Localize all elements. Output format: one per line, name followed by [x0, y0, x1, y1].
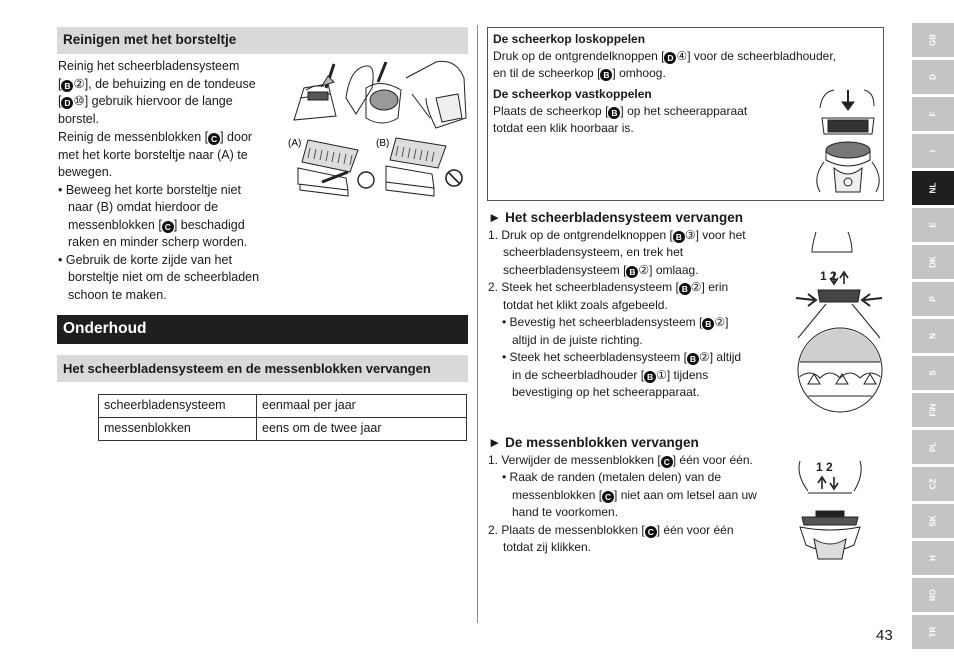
symbol-c: C: [661, 456, 673, 468]
bullet-line: in de scheerbladhouder [ B ①] tijdens: [512, 367, 709, 382]
tab-e[interactable]: E: [912, 208, 954, 242]
text-line: bewegen.: [58, 165, 113, 179]
text-line: [ B ②], de behuizing en de tondeuse: [58, 76, 256, 91]
symbol-b: B: [626, 266, 638, 278]
bullet-line: messenblokken [ C ] niet aan om letsel aan uw: [512, 487, 757, 502]
label-b: (B): [376, 138, 390, 149]
bullet-line: raken en minder scherp worden.: [68, 235, 248, 249]
section-heading-maintenance: Onderhoud: [57, 315, 468, 344]
blades-illustration: [794, 455, 868, 561]
symbol-c: C: [645, 526, 657, 538]
symbol-b: B: [687, 353, 699, 365]
text-line: met het korte borsteltje naar (A) te: [58, 147, 248, 162]
bullet-line: messenblokken [ C ] beschadigd: [68, 217, 245, 232]
table-row: [99, 418, 467, 441]
tab-i[interactable]: I: [912, 134, 954, 168]
bullet-line: bevestiging op het scheerapparaat.: [512, 385, 700, 399]
step-line: 2. Steek het scheerbladensysteem [ B ②] erin: [488, 280, 729, 294]
heading-replace-system: ► Het scheerbladensysteem vervangen: [488, 210, 743, 225]
table-cell: eenmaal per jaar: [257, 395, 467, 418]
table-row: [99, 395, 467, 418]
tab-s[interactable]: S: [912, 356, 954, 390]
tab-dk[interactable]: DK: [912, 245, 954, 279]
step-line: scheerbladensysteem, en trek het: [503, 245, 684, 259]
page-number: 43: [876, 627, 893, 644]
box-heading-detach: De scheerkop loskoppelen: [493, 32, 646, 46]
table-cell: eens om de twee jaar: [257, 418, 467, 441]
cleaning-illustration: [286, 58, 468, 198]
table-cell: messenblokken: [99, 418, 257, 441]
symbol-b: B: [61, 80, 73, 92]
step-line: totdat zij klikken.: [503, 540, 592, 554]
step-line: 2. Plaats de messenblokken [ C ] één voor één: [488, 522, 734, 537]
bullet-line: • Steek het scheerbladensysteem [ B ②] altijd: [502, 350, 742, 364]
heading-replace-blades: ► De messenblokken vervangen: [488, 435, 699, 450]
step-line: 1. Verwijder de messenblokken [ C ] één voor één.: [488, 452, 753, 467]
symbol-d: D: [664, 52, 676, 64]
symbol-b: B: [608, 107, 620, 119]
symbol-b: B: [600, 69, 612, 81]
replace-blades-section: [488, 434, 788, 557]
cleaning-text: [57, 58, 282, 304]
tab-n[interactable]: N: [912, 319, 954, 353]
symbol-c: C: [208, 133, 220, 145]
subsection-heading-replace: Het scheerbladensysteem en de messenblokken vervangen: [57, 355, 468, 382]
fig-label-12: 1 2: [816, 460, 833, 474]
bullet-line: hand te voorkomen.: [512, 505, 619, 519]
symbol-b: B: [702, 318, 714, 330]
language-tabs: [912, 23, 954, 652]
tab-p[interactable]: P: [912, 282, 954, 316]
text-line: totdat een klik hoorbaar is.: [493, 121, 634, 135]
step-line: totdat het klikt zoals afgebeeld.: [503, 297, 668, 312]
column-divider: [477, 25, 478, 623]
symbol-c: C: [602, 491, 614, 503]
bullet-line: • Gebruik de korte zijde van het: [58, 252, 232, 267]
bullet-line: borsteltje niet om de scheerbladen: [68, 270, 260, 284]
tab-fin[interactable]: FIN: [912, 393, 954, 427]
bullet-line: schoon te maken.: [68, 287, 167, 302]
fig-label-12: 1 2: [820, 269, 837, 283]
shaving-system-illustration: [788, 228, 888, 418]
step-line: 1. Druk op de ontgrendelknoppen [ B ③] voor het: [488, 227, 746, 242]
symbol-b: B: [644, 371, 656, 383]
maintenance-table: [98, 394, 467, 441]
tab-cz[interactable]: CZ: [912, 467, 954, 501]
text-line: Reinig de messenblokken [ C ] door: [58, 130, 253, 144]
bullet-line: • Bevestig het scheerbladensysteem [ B ②]: [502, 315, 729, 329]
symbol-b: B: [679, 283, 691, 295]
tab-ro[interactable]: RO: [912, 578, 954, 612]
shaver-head-attach-illustration: [812, 88, 884, 198]
symbol-c: C: [162, 221, 174, 233]
text-line: Reinig het scheerbladensysteem: [58, 59, 240, 73]
table-cell: scheerbladensysteem: [99, 395, 257, 418]
bullet-line: • Raak de randen (metalen delen) van de: [502, 470, 722, 484]
symbol-b: B: [673, 231, 685, 243]
tab-d[interactable]: D: [912, 60, 954, 94]
text-line: Plaats de scheerkop [ B ] op het scheerapparaat: [493, 104, 748, 118]
label-a: (A): [288, 138, 302, 149]
step-line: scheerbladensysteem [ B ②] omlaag.: [503, 262, 699, 277]
tab-sk[interactable]: SK: [912, 504, 954, 538]
tab-nl[interactable]: NL: [912, 171, 954, 205]
bullet-line: • Beweeg het korte borsteltje niet: [58, 182, 241, 197]
text-line: borstel.: [58, 111, 99, 126]
tab-h[interactable]: H: [912, 541, 954, 575]
text-line: en til de scheerkop [ B ] omhoog.: [493, 66, 666, 80]
tab-tr[interactable]: TR: [912, 615, 954, 649]
bullet-line: naar (B) omdat hierdoor de: [68, 200, 219, 214]
bullet-line: altijd in de juiste richting.: [512, 332, 643, 347]
text-line: Druk op de ontgrendelknoppen [ D ④] voor de scheerbladhouder,: [493, 49, 836, 63]
section-heading-cleaning: Reinigen met het borsteltje: [57, 27, 468, 54]
tab-f[interactable]: F: [912, 97, 954, 131]
text-line: [ D ⑩] gebruik hiervoor de lange: [58, 94, 233, 108]
box-heading-attach: De scheerkop vastkoppelen: [493, 87, 652, 101]
tab-pl[interactable]: PL: [912, 430, 954, 464]
replace-system-section: [488, 209, 788, 402]
tab-gb[interactable]: GB: [912, 23, 954, 57]
symbol-d: D: [61, 97, 73, 109]
